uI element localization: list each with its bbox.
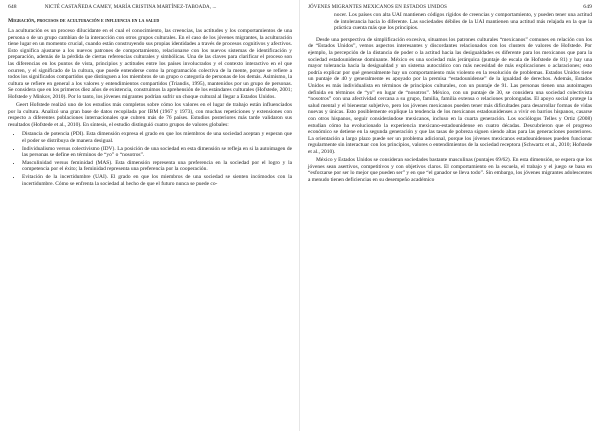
paragraph: Geert Hofstede realizó uno de los estudios más completos sobre cómo los valores en el lugar de trabajo están influenciados por la cultura. Analizó una gran base de datos recopilada por IBM (1967 y 1973), con muchas repeticiones y extensiones con respecto a diferentes poblaciones internacionales que cubren más de 76 países. Estudios posteriores más tarde validaron sus resultados (Hofstede et al., 2010). En síntesis, el estudio distinguió cuatro grupos de valores globales: [8,102,292,128]
paragraph: La aculturación es un proceso dilucidante en el cual el conocimiento, las creencias, las actitudes y los comportamientos de una persona o de un grupo cambian de la interacción con otros grupos culturales. En el caso de los jóvenes migrantes, la aculturación tiene lugar en un momento crucial, cuando están construyendo sus propias identidades a través de procesos cognitivos y afectivos. Esto significa ajustarse a los nuevos patrones de comportamiento, relacionarse con los nuevos sistemas de identificación y preparación, además de la pérdida de ciertas referencias culturales y simbólicas. Una de las claves para clarificar el proceso son las diferencias en los puntos de vista, principios y actitudes entre los países involucrados y el contexto interactivo en el que ocurren, y el significado de la cultura, que puede entenderse como la programación colectiva de la mente, porque se refiere a todos los significados compartidos que distinguen a los miembros de un grupo o categoría de personas de los demás. Asimismo, la cultura se refiere en general a los valores y entendimientos compartidos (Triandis, 1995), mantenidos por un grupo de personas. Se considera que en los primeros diez años de existencia, construimos la aprehensión de los estándares culturales (Hofstede, 2001; Hofstede y Minkov, 2010). Por lo tanto, los jóvenes migrantes podrían sufrir un choque cultural al llegar a Estados Unidos. [8,28,292,100]
page-number: 648 [8,4,17,10]
list-item: • Individualismo versus colectivismo (IDV). La posición de una sociedad en esta dimensión se refleja en si la autoimagen de las personas se define en términos de “yo” o “nosotros”. [22,146,292,159]
right-page-header [308,4,592,12]
running-head: JÓVENES MIGRANTES MEXICANOS EN ESTADOS UNIDOS [308,5,447,10]
page-number: 649 [583,4,592,10]
list-item: • Masculinidad versus feminidad (MAS). Esta dimensión representa una preferencia en la sociedad por el logro y la competencia por el éxito; la feminidad representa una preferencia por la cooperación. [22,160,292,173]
right-page [300,0,600,431]
paragraph: México y Estados Unidos se consideran sociedades bastante masculinas (puntajes 69/62). En esta dimensión, se espera que los jóvenes sean asertivos, competitivos y con objetivos claros. El comportamiento en la escuela, el trabajo y el juego se basa en “esforzarse por ser lo mejor que pueden ser” y en que “el ganador se lleva todo”. Sin embargo, los jóvenes migrantes adolescentes a menudo tienen deficiencias en su desempeño académico [308,156,592,183]
list-item: • Evitación de la incertidumbre (UAI). El grado en que los miembros de una sociedad se sienten incómodos con la incertidumbre. Cómo se enfrenta la sociedad al hecho de que el futuro nunca se puede co- [22,174,292,187]
body-text [308,37,592,184]
list-item: • Distancia de potencia (PDI). Esta dimensión expresa el grado en que los miembros de una sociedad aceptan y esperan que el poder se distribuya de manera desigual. [22,131,292,144]
section-title: Migración, procesos de aculturación e influencia en la salud [8,18,160,24]
left-page-header [8,4,292,12]
paragraph: Desde una perspectiva de simplificación excesiva, situamos los patrones culturales “mexicanos” comunes en relación con los de “Estados Unidos”, vemos aspectos interesantes y discordantes relacionados con los clusters de valores de Hofstede. Por ejemplo, la percepción de la distancia de poder o la actitud hacia las desigualdades es diferente para los mexicanos que para la sociedad estadounidense dominante. México es una sociedad más jerárquica (puntaje de escala de Hofstede de 81) y hay una mayor tolerancia hacia la desigualdad y un sistema autocrático con más necesidad de más explicaciones o aclaraciones; esto podría explicar por qué generalmente hay un comportamiento más violento en la resolución de problemas. Estados Unidos tiene un puntaje de 40 y generalmente es apoyado por la premisa “estadounidense” de la igualdad de derechos. Además, Estados Unidos es más individualista en términos de principios culturales, con un puntaje de 91. Las personas tienen una autoimagen definida en términos de “yo” en lugar de “nosotros”. México, con un puntaje de 30, se considera una sociedad colectivista “nosotros” con una afectividad cercana a su grupo, familia, familia extensa o relaciones prolongadas. El apoyo social protege la salud mental y el bienestar subjetivo, pero los jóvenes mexicanos pueden tener más dificultades para desarrollar formas de vidas nuevas y únicas. Esto posiblemente explique la tendencia de los mexicanos estadounidenses a vivir en barrios hispanos, casarse con otros hispanos, seguir considerándose mexicanos, incluso en la cuarta generación. Los sociólogos Telles y Ortiz (2008) estudian cómo ha evolucionado la experiencia mexicano-estadounidense en cuatro décadas. Descubrieron que el progreso económico se detiene en la segunda generación y que las tasas de pobreza siguen siendo altas para las generaciones posteriores. La orientación a largo plazo puede ser un problema adicional, porque los jóvenes mexicanos estadounidenses pueden funcionar regularmente sin interactuar con los principios, valores o entendimientos de la sociedad receptora (Schwartz et al., 2010; Hofstede et al., 2010). [308,36,592,155]
values-list [8,131,292,187]
body-text [8,28,292,128]
running-head: NICTÉ CASTAÑEDA CAMEY, MARÍA CRISTINA MARTÍNEZ-TABOADA, ... [44,5,217,10]
continued-list-text: nocer. Los países con alta UAI mantienen códigos rígidos de creencias y comportamiento, y pueden tener una actitud de intolerancia hacia lo diferente. Las sociedades débiles de la UAI mantienen una actitud más relajada en la que la práctica cuenta más que los principios. [334,12,592,32]
